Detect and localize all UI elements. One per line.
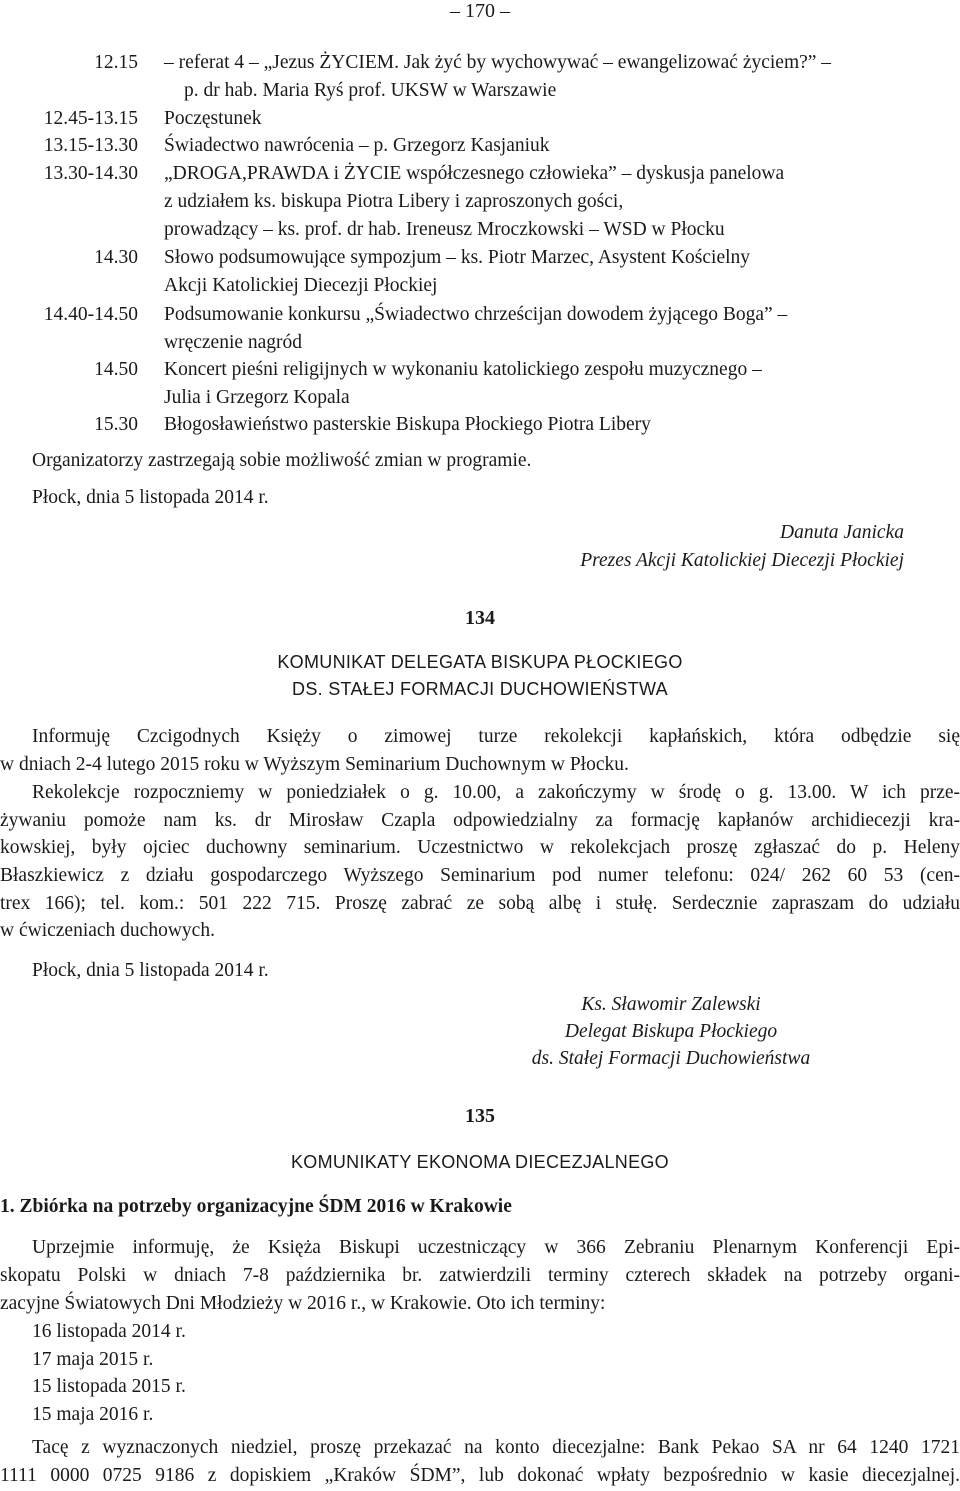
- signature-name: Ks. Sławomir Zalewski: [581, 994, 761, 1015]
- list-item: 16 listopada 2014 r.: [32, 1321, 186, 1342]
- section-heading: DS. STAŁEJ FORMACJI DUCHOWIEŃSTWA: [292, 679, 668, 699]
- signature-name: Danuta Janicka: [779, 522, 904, 543]
- schedule-text: Akcji Katolickiej Diecezji Płockiej: [164, 275, 438, 296]
- schedule-time: 13.15-13.30: [43, 135, 138, 156]
- list-item: 17 maja 2015 r.: [32, 1349, 154, 1370]
- paragraph-line: w ćwiczeniach duchowych.: [0, 920, 215, 941]
- schedule-text: Julia i Grzegorz Kopala: [164, 387, 350, 408]
- paragraph-line: żywaniu pomoże nam ks. dr Mirosław Czapla odpowiedzialny za formację kapłanów archidiecezji kra-: [0, 810, 960, 831]
- schedule-time: 12.15: [94, 52, 138, 73]
- schedule-text: z udziałem ks. biskupa Piotra Libery i zaproszonych gości,: [164, 191, 624, 212]
- schedule-time: 14.30: [94, 247, 138, 268]
- paragraph-line: trex 166); tel. kom.: 501 222 715. Proszę zabrać ze sobą albę i stułę. Serdecznie zapraszam do udziału: [0, 893, 960, 914]
- date-line: Płock, dnia 5 listopada 2014 r.: [32, 960, 269, 981]
- section-heading: KOMUNIKATY EKONOMA DIECEZJALNEGO: [290, 1152, 669, 1172]
- subheading: 1. Zbiórka na potrzeby organizacyjne ŚDM 2016 w Krakowie: [0, 1196, 512, 1217]
- paragraph-line: 1111 0000 0725 9186 z dopiskiem „Kraków ŚDM”, lub dokonać wpłaty bezpośrednio w kasie diecezjalnej.: [0, 1465, 960, 1486]
- schedule-time: 14.40-14.50: [43, 304, 138, 325]
- schedule-text: Podsumowanie konkursu „Świadectwo chrześcijan dowodem żyjącego Boga” –: [164, 304, 788, 325]
- schedule-text: Świadectwo nawrócenia – p. Grzegorz Kasjaniuk: [164, 135, 550, 156]
- paragraph-line: Rekolekcje rozpoczniemy w poniedziałek o g. 10.00, a zakończymy w środę o g. 13.00. W ich prze-: [32, 782, 960, 803]
- schedule-time: 13.30-14.30: [43, 163, 138, 184]
- list-item: 15 maja 2016 r.: [32, 1404, 154, 1425]
- signature-title: Prezes Akcji Katolickiej Diecezji Płockiej: [580, 550, 904, 571]
- schedule-time: 12.45-13.15: [43, 108, 138, 129]
- section-heading: KOMUNIKAT DELEGATA BISKUPA PŁOCKIEGO: [277, 652, 683, 672]
- paragraph-line: Informuję Czcigodnych Księży o zimowej turze rekolekcji kapłańskich, która odbędzie się: [32, 726, 960, 747]
- paragraph-line: zacyjne Światowych Dni Młodzieży w 2016 r., w Krakowie. Oto ich terminy:: [0, 1293, 606, 1314]
- date-line: Płock, dnia 5 listopada 2014 r.: [32, 487, 269, 508]
- organizers-note: Organizatorzy zastrzegają sobie możliwość zmian w programie.: [32, 450, 532, 471]
- section-number: 134: [465, 607, 495, 629]
- page-number: – 170 –: [450, 0, 510, 22]
- paragraph-line: Uprzejmie informuję, że Księża Biskupi uczestniczący w 366 Zebraniu Plenarnym Konferencji Epi-: [32, 1237, 960, 1258]
- schedule-text: Błogosławieństwo pasterskie Biskupa Płockiego Piotra Libery: [164, 414, 651, 435]
- signature-title: ds. Stałej Formacji Duchowieństwa: [531, 1048, 811, 1069]
- schedule-text: prowadzący – ks. prof. dr hab. Ireneusz Mroczkowski – WSD w Płocku: [164, 219, 725, 240]
- schedule-text: „DROGA,PRAWDA i ŻYCIE współczesnego człowieka” – dyskusja panelowa: [164, 163, 785, 184]
- list-item: 15 listopada 2015 r.: [32, 1376, 186, 1397]
- schedule-time: 15.30: [94, 414, 138, 435]
- schedule-text: Słowo podsumowujące sympozjum – ks. Piotr Marzec, Asystent Kościelny: [164, 247, 751, 268]
- schedule-text: Koncert pieśni religijnych w wykonaniu katolickiego zespołu muzycznego –: [164, 359, 762, 380]
- schedule-text: Poczęstunek: [164, 108, 262, 129]
- schedule-time: 14.50: [94, 359, 138, 380]
- schedule-text: p. dr hab. Maria Ryś prof. UKSW w Warszawie: [184, 80, 557, 101]
- paragraph-line: skopatu Polski w dniach 7-8 października br. zatwierdzili terminy czterech składek na potrzeby organi-: [0, 1265, 960, 1286]
- section-number: 135: [465, 1105, 495, 1127]
- schedule-text: – referat 4 – „Jezus ŻYCIEM. Jak żyć by wychowywać – ewangelizować życiem?” –: [164, 52, 832, 73]
- signature-title: Delegat Biskupa Płockiego: [564, 1021, 778, 1042]
- paragraph-line: Błaszkiewicz z działu gospodarczego Wyższego Seminarium pod numer telefonu: 024/ 262 60 53 (cen-: [0, 865, 960, 886]
- paragraph-line: w dniach 2-4 lutego 2015 roku w Wyższym Seminarium Duchownym w Płocku.: [0, 754, 629, 775]
- paragraph-line: Tacę z wyznaczonych niedziel, proszę przekazać na konto diecezjalne: Bank Pekao SA nr 64 1240 1721: [32, 1437, 960, 1458]
- paragraph-line: kowskiej, były ojciec duchowny seminarium. Uczestnictwo w rekolekcjach proszę zgłaszać do p. Heleny: [0, 837, 960, 858]
- schedule-text: wręczenie nagród: [164, 332, 303, 353]
